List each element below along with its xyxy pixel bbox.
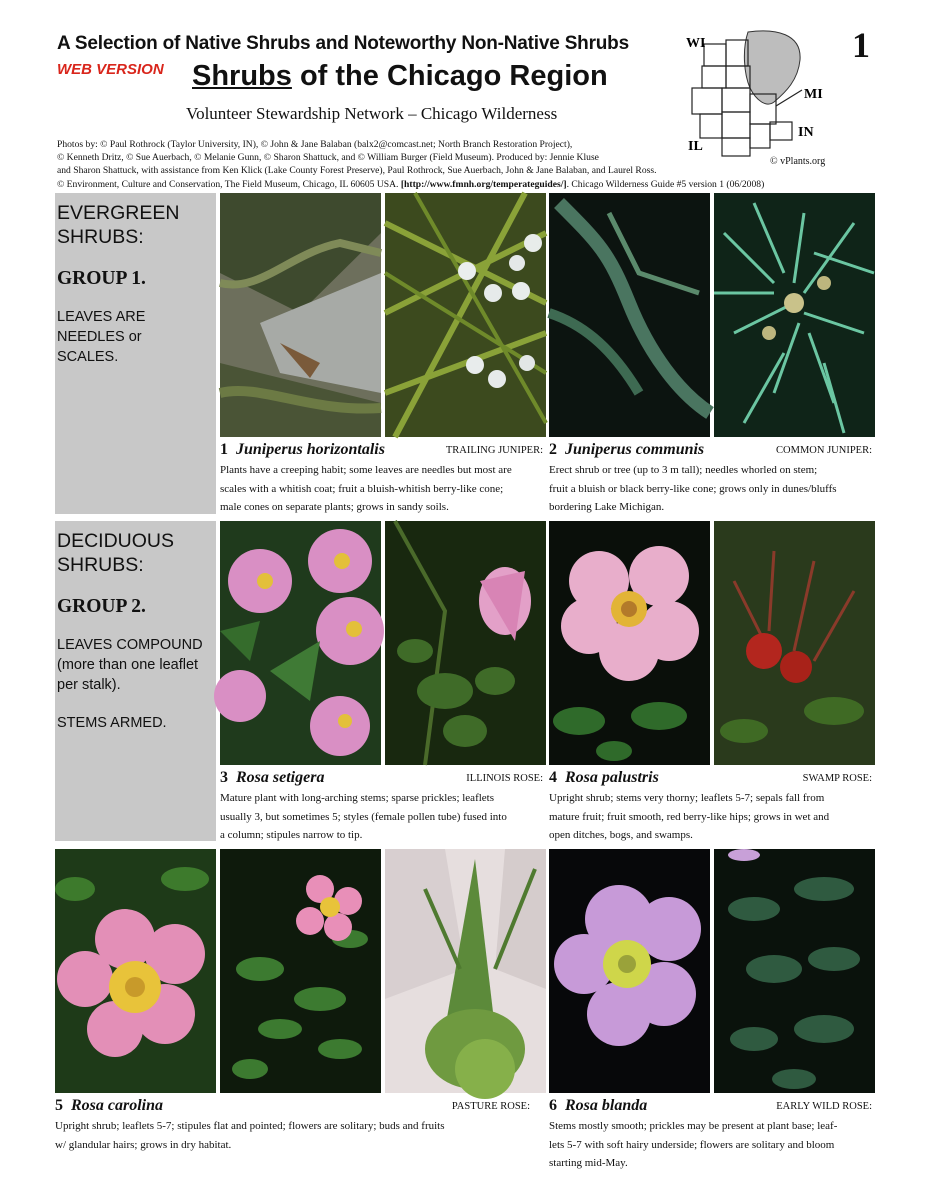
species-3-caption	[220, 769, 543, 845]
credits-line-2: © Kenneth Dritz, © Sue Auerbach, © Melanie Gunn, © Sharon Shattuck, and © William Burger (Field Museum). Produced by: Jennie Kluse	[57, 152, 599, 164]
species-3-desc-2: usually 3, but sometimes 5; styles (female pollen tube) fused into	[220, 810, 507, 823]
species-6-desc-1: Stems mostly smooth; prickles may be present at plant base; leaf-	[549, 1120, 838, 1132]
group-2-line-2: SHRUBS:	[57, 554, 144, 576]
species-3-desc-1: Mature plant with long-arching stems; sparse prickles; leaflets	[220, 792, 495, 804]
species-5-scientific-name: Rosa carolina	[71, 1097, 164, 1114]
species-5-common-name: PASTURE ROSE:	[451, 1101, 530, 1112]
species-1-scientific-name: Juniperus horizontalis	[236, 441, 385, 458]
species-2-desc-3: bordering Lake Michigan.	[549, 501, 665, 513]
species-4-desc-1: Upright shrub; stems very thorny; leaflets 5-7; sepals fall from	[549, 792, 825, 804]
group-2-line-1: DECIDUOUS	[57, 530, 175, 552]
photo-rosa-palustris-flower	[549, 521, 710, 765]
photo-juniperus-communis-branch	[549, 193, 710, 437]
title-rest: of the Chicago Region	[291, 60, 608, 92]
species-1-desc-3: male cones on separate plants; grows in sandy soils.	[220, 501, 449, 513]
species-5-number: 5	[55, 1097, 63, 1114]
photo-rosa-carolina-bud	[385, 849, 546, 1093]
species-5-caption	[55, 1097, 530, 1154]
group-2-desc-2: (more than one leaflet	[57, 657, 199, 673]
group-1-desc-2: NEEDLES or	[57, 329, 142, 345]
credits-guide: . Chicago Wilderness Guide #5 version 1 (06/2008)	[566, 178, 765, 190]
group-1-line-2: SHRUBS:	[57, 226, 144, 248]
species-2-number: 2	[549, 441, 557, 458]
photo-juniperus-horizontalis-cones	[385, 193, 546, 437]
species-2-heading	[549, 441, 704, 458]
credits-line-1: Photos by: © Paul Rothrock (Taylor University, IN), © John & Jane Balaban (balx2@comcast.net; North Branch Restoration Project),	[57, 139, 573, 150]
credits-copyright: © Environment, Culture and Conservation, The Field Museum, Chicago, IL 60605 USA.	[57, 178, 401, 190]
group-1-label	[57, 201, 179, 367]
species-5-desc-2: w/ glandular hairs; grows in dry habitat.	[55, 1138, 232, 1151]
species-6-common-name: EARLY WILD ROSE:	[776, 1101, 872, 1112]
species-6-heading	[549, 1097, 647, 1114]
photo-rosa-palustris-hips	[714, 521, 875, 765]
group-2-label	[57, 529, 203, 733]
species-3-heading	[220, 769, 324, 786]
species-4-common-name: SWAMP ROSE:	[802, 773, 872, 784]
map-label-mi: MI	[804, 87, 823, 102]
species-2-common-name: COMMON JUNIPER:	[776, 445, 872, 456]
species-1-number: 1	[220, 441, 228, 458]
photo-rosa-setigera-flowers	[220, 521, 381, 765]
species-2-caption	[549, 441, 872, 517]
species-4-caption	[549, 769, 872, 845]
species-3-desc-3: a column; stipules narrow to tip.	[220, 829, 363, 841]
group-1-line-1: EVERGREEN	[57, 202, 180, 224]
species-4-heading	[549, 769, 659, 786]
map-label-il: IL	[688, 139, 703, 154]
species-1-caption	[220, 441, 543, 517]
species-6-caption	[549, 1097, 872, 1173]
species-2-desc-2: fruit a bluish or black berry-like cone; grows only in dunes/bluffs	[549, 482, 837, 495]
title-underlined-word: Shrubs	[192, 60, 292, 92]
species-5-heading	[55, 1097, 163, 1114]
photo-rosa-carolina-plant	[220, 849, 381, 1093]
photo-juniperus-horizontalis-habitat	[220, 193, 381, 437]
web-version-label: WEB VERSION	[57, 61, 164, 78]
page-title	[192, 60, 608, 93]
species-6-scientific-name: Rosa blanda	[565, 1097, 648, 1114]
group-2-desc-4: STEMS ARMED.	[57, 715, 167, 731]
species-6-desc-3: starting mid-May.	[549, 1157, 628, 1169]
group-2-desc-3: per stalk).	[57, 677, 121, 693]
photo-rosa-blanda-leaves	[714, 849, 875, 1093]
credits-line-3: and Sharon Shattuck, with assistance from Ken Klick (Lake County Forest Preserve), Paul Rothrock, Sue Auerbach, John & Jane Balaban, and Laurel Ross.	[57, 165, 657, 177]
species-5-desc-1: Upright shrub; leaflets 5-7; stipules flat and pointed; flowers are solitary; buds and fruits	[55, 1120, 445, 1132]
species-2-desc-1: Erect shrub or tree (up to 3 m tall); needles whorled on stem;	[549, 464, 818, 476]
top-title: A Selection of Native Shrubs and Noteworthy Non-Native Shrubs	[57, 33, 629, 54]
photo-rosa-carolina-flower	[55, 849, 216, 1093]
species-6-desc-2: lets 5-7 with soft hairy underside; flowers are solitary and bloom	[549, 1138, 835, 1151]
group-2-title: GROUP 2.	[57, 596, 146, 617]
credits-url[interactable]: [http://www.fmnh.org/temperateguides/]	[400, 178, 567, 190]
species-4-number: 4	[549, 769, 557, 786]
species-4-desc-2: mature fruit; fruit smooth, red berry-like hips; grows in wet and	[549, 810, 830, 823]
species-6-number: 6	[549, 1097, 557, 1114]
group-1-desc-1: LEAVES ARE	[57, 309, 146, 325]
species-1-desc-2: scales with a whitish coat; fruit a bluish-whitish berry-like cone;	[220, 482, 504, 495]
photo-juniperus-communis-needles	[714, 193, 875, 437]
page-number: 1	[852, 25, 870, 65]
photo-rosa-setigera-leaves	[385, 521, 546, 765]
species-3-number: 3	[220, 769, 228, 786]
credits-line-4	[57, 178, 877, 191]
map-label-in: IN	[798, 125, 814, 140]
species-3-scientific-name: Rosa setigera	[236, 769, 325, 786]
group-2-desc-1: LEAVES COMPOUND	[57, 637, 203, 653]
group-1-title: GROUP 1.	[57, 268, 146, 289]
photo-credits	[57, 138, 877, 191]
subtitle: Volunteer Stewardship Network – Chicago Wilderness	[186, 104, 558, 123]
species-2-scientific-name: Juniperus communis	[565, 441, 705, 458]
map-label-wi: WI	[686, 36, 706, 51]
species-1-desc-1: Plants have a creeping habit; some leaves are needles but most are	[220, 464, 512, 476]
species-4-scientific-name: Rosa palustris	[565, 769, 659, 786]
vplants-credit: © vPlants.org	[770, 156, 826, 167]
group-1-desc-3: SCALES.	[57, 349, 119, 365]
photo-rosa-blanda-flower	[549, 849, 710, 1093]
species-1-heading	[220, 441, 385, 458]
species-4-desc-3: open ditches, bogs, and swamps.	[549, 829, 693, 841]
species-1-common-name: TRAILING JUNIPER:	[445, 445, 543, 456]
species-3-common-name: ILLINOIS ROSE:	[466, 773, 543, 784]
